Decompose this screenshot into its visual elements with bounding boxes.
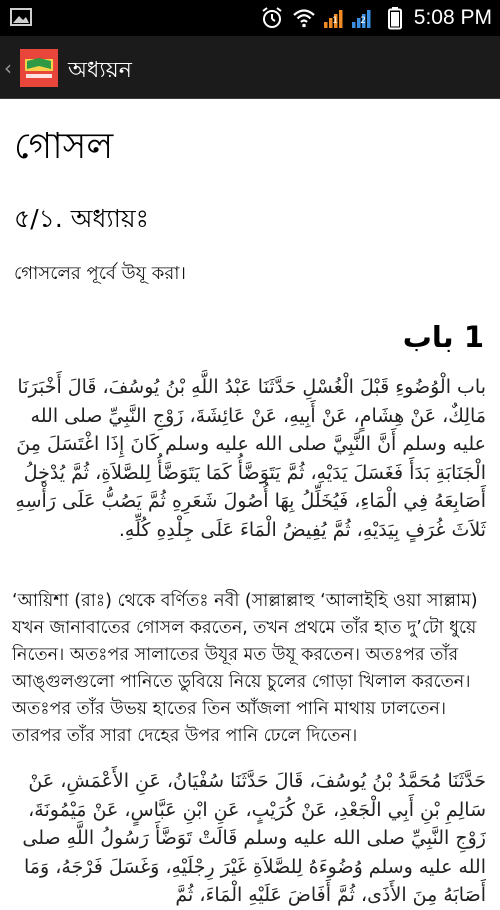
- action-bar: [0, 36, 500, 99]
- book-icon[interactable]: [20, 49, 58, 87]
- signal-icon: [324, 6, 380, 30]
- bengali-translation: ‘আয়িশা (রাঃ) থেকে বর্ণিতঃ নবী (সাল্লাল্লাহু ‘আলাইহি ওয়া সাল্লাম) যখন জানাবাতের গোসল করতেন, তখন প্রথমে তাঁর হাত দু’টো ধুয়ে নিতেন। অতঃপর সালাতের উযূর মত উযূ করতেন। অতঃপর তাঁর আঙ্গুলগুলো পানিতে ডুবিয়ে নিয়ে চুলের গোড়া খিলাল করতেন। অতঃপর তাঁর উভয় হাতের তিন আঁজলা পানি মাথায় ঢালতেন। তারপর তাঁর সারা দেহের উপর পানি ঢেলে দিতেন।: [12, 591, 478, 746]
- chapter-intro: গোসলের পূর্বে উযূ করা।: [14, 263, 186, 284]
- image-icon: [10, 7, 32, 27]
- chapter-heading: ৫/১. অধ্যায়ঃ: [14, 204, 149, 233]
- arabic-text-1: باب الْوُضُوءِ قَبْلَ الْغُسْلِ حَدَّثَنَا عَبْدُ اللَّهِ بْنُ يُوسُفَ، قَالَ أَخْبَرَنَا مَالِكٌ، عَنْ هِشَامٍ، عَنْ أَبِيهِ، عَنْ عَائِشَةَ، زَوْجِ النَّبِيِّ صلى الله عليه وسلم أَنَّ النَّبِيَّ صلى الله عليه وسلم كَانَ إِذَا اغْتَسَلَ مِنَ الْجَنَابَةِ بَدَأَ فَغَسَلَ يَدَيْهِ، ثُمَّ يَتَوَضَّأُ كَمَا يَتَوَضَّأُ لِلصَّلاَةِ، ثُمَّ يُدْخِلُ أَصَابِعَهُ فِي الْمَاءِ، فَيُخَلِّلُ بِهَا أُصُولَ شَعَرِهِ ثُمَّ يَصُبُّ عَلَى رَأْسِهِ ثَلاَثَ غُرَفٍ بِيَدَيْهِ، ثُمَّ يُفِيضُ الْمَاءَ عَلَى جِلْدِهِ كُلِّهِ.: [15, 376, 486, 541]
- sim2-label: 2: [360, 16, 366, 26]
- wifi-icon: [292, 7, 316, 29]
- status-bar: [0, 0, 500, 36]
- arabic-text-2: حَدَّثَنَا مُحَمَّدُ بْنُ يُوسُفَ، قَالَ حَدَّثَنَا سُفْيَانُ، عَنِ الأَعْمَشِ، عَنْ سَالِمِ بْنِ أَبِي الْجَعْدِ، عَنْ كُرَيْبٍ، عَنِ ابْنِ عَبَّاسٍ، عَنْ مَيْمُونَةَ، زَوْجِ النَّبِيِّ صلى الله عليه وسلم قَالَتْ تَوَضَّأَ رَسُولُ اللَّهِ صلى الله عليه وسلم وُضُوءَهُ لِلصَّلاَةِ غَيْرَ رِجْلَيْهِ، وَغَسَلَ فَرْجَهُ، وَمَا أَصَابَهُ مِنَ الأَذَى، ثُمَّ أَفَاضَ عَلَيْهِ الْمَاءَ، ثُمَّ: [22, 770, 486, 906]
- app-title: অধ্যয়ন: [68, 58, 132, 83]
- back-chevron-icon[interactable]: ‹: [4, 56, 12, 80]
- clock-time: 5:08 PM: [413, 6, 492, 29]
- battery-icon: [388, 6, 402, 30]
- hadith-content: [0, 99, 500, 906]
- bab-label: 1 باب: [402, 320, 484, 354]
- sim1-label: 1: [332, 16, 338, 26]
- page-title: গোসল: [14, 126, 114, 167]
- alarm-icon: [260, 6, 284, 30]
